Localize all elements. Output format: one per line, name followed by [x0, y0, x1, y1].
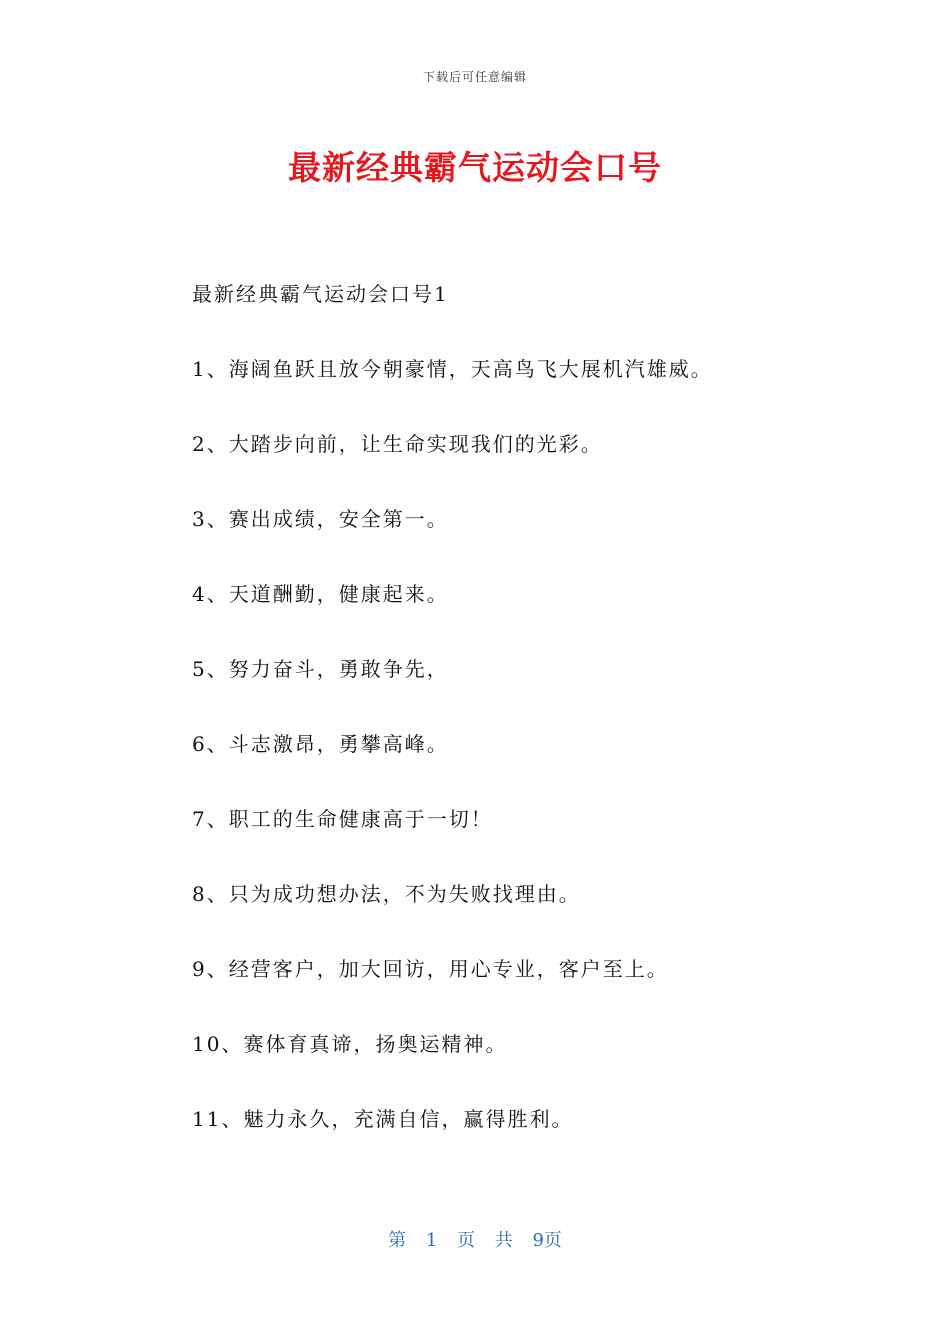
footer-current-page: 1: [425, 1230, 438, 1251]
slogan-line-5: 5、努力奋斗，勇敢争先，: [192, 657, 449, 681]
slogan-line-3: 3、赛出成绩，安全第一。: [192, 507, 449, 531]
slogan-line-2: 2、大踏步向前，让生命实现我们的光彩。: [192, 432, 603, 456]
page-footer: [0, 1226, 950, 1252]
slogan-line-9: 9、经营客户，加大回访，用心专业，客户至上。: [192, 957, 669, 981]
slogan-line-8: 8、只为成功想办法，不为失败找理由。: [192, 882, 581, 906]
section-heading: 最新经典霸气运动会口号1: [192, 282, 449, 306]
slogan-line-4: 4、天道酬勤，健康起来。: [192, 582, 449, 606]
footer-prefix: 第: [388, 1230, 407, 1251]
slogan-line-10: 10、赛体育真谛，扬奥运精神。: [192, 1032, 508, 1056]
slogan-line-7: 7、职工的生命健康高于一切！: [192, 807, 493, 831]
footer-total-word: 共: [494, 1230, 513, 1251]
slogan-line-6: 6、斗志激昂，勇攀高峰。: [192, 732, 449, 756]
slogan-line-11: 11、魅力永久，充满自信，赢得胜利。: [192, 1107, 574, 1131]
header-note: 下载后可任意编辑: [422, 70, 527, 84]
slogan-line-1: 1、海阔鱼跃且放今朝豪情，天高鸟飞大展机汽雄威。: [192, 357, 713, 381]
document-title: 最新经典霸气运动会口号: [288, 148, 662, 187]
footer-total-pages: 9页: [532, 1230, 562, 1251]
document-body: [192, 276, 812, 1176]
footer-page-word: 页: [457, 1230, 475, 1251]
